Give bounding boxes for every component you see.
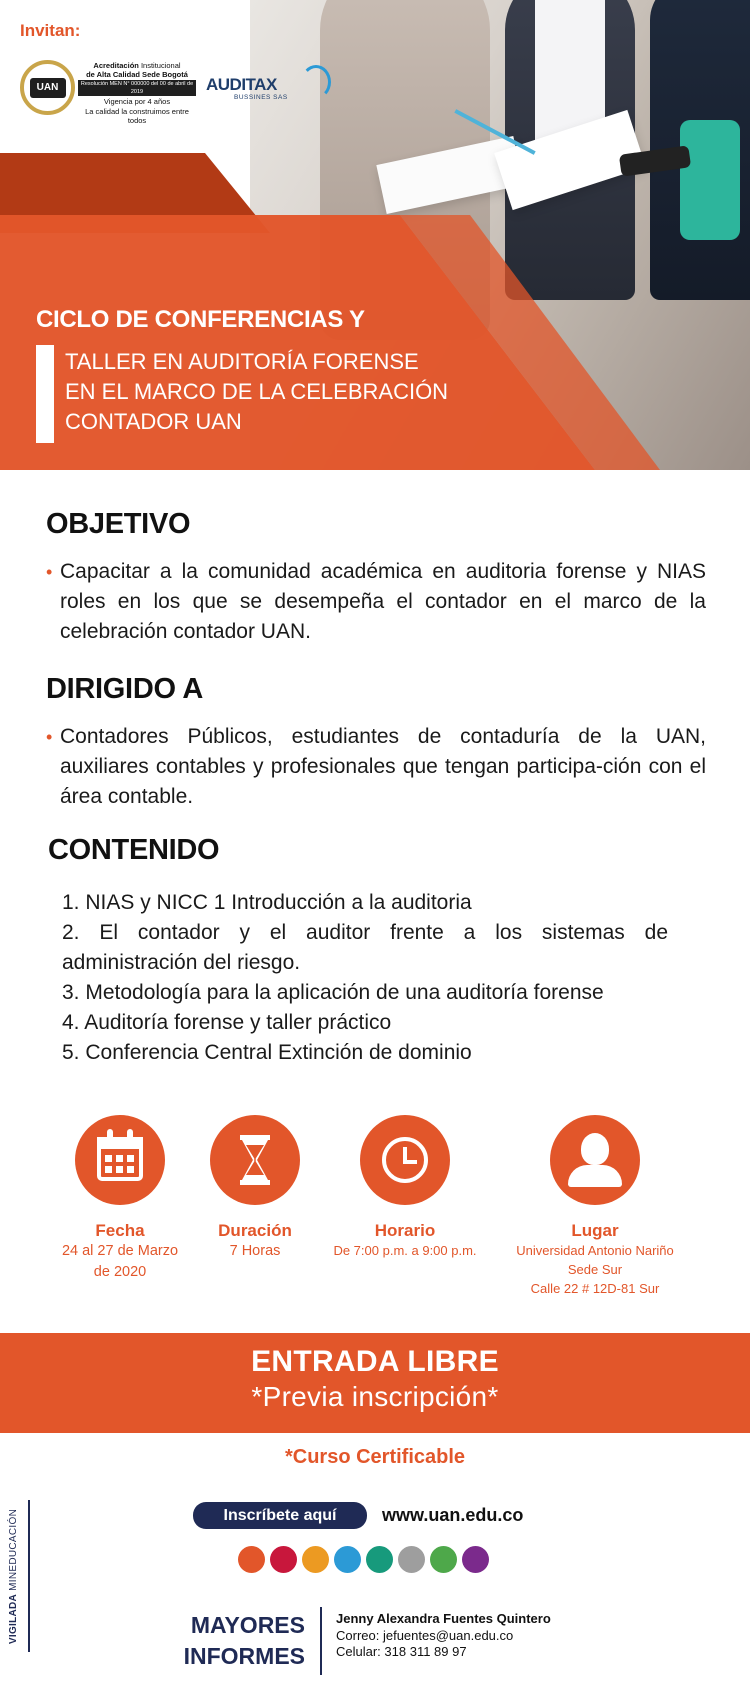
objetivo-text: • Capacitar a la comunidad académica en auditoria forense y NIAS roles en los que se desempeña el contador en el marco de la celebración contador UAN. bbox=[46, 557, 706, 647]
website-link[interactable]: www.uan.edu.co bbox=[382, 1505, 524, 1525]
hero-banner bbox=[0, 0, 750, 470]
invitan-label: Invitan: bbox=[20, 21, 81, 40]
calendar-icon bbox=[75, 1115, 165, 1205]
clock-icon bbox=[360, 1115, 450, 1205]
info-lugar bbox=[495, 1115, 695, 1298]
accreditation-text: Acreditación Institucional de Alta Calidad Sede Bogotá Resolución MEN N° 000000 del 00 de abril de 2019 Vigencia por 4 años La calidad la construimos entre todos bbox=[78, 61, 196, 125]
contact-email[interactable]: Correo: jefuentes@uan.edu.co bbox=[336, 1627, 514, 1643]
horario-value: De 7:00 p.m. a 9:00 p.m. bbox=[333, 1243, 477, 1258]
hero-subtitle: TALLER EN AUDITORÍA FORENSE EN EL MARCO DE LA CELEBRACIÓN CONTADOR UAN bbox=[65, 349, 449, 434]
color-dot bbox=[334, 1546, 361, 1573]
fecha-label: Fecha bbox=[95, 1221, 145, 1240]
curso-certificable: *Curso Certificable bbox=[284, 1446, 466, 1468]
list-item: 5. Conferencia Central Extinción de dominio bbox=[62, 1041, 472, 1064]
info-duracion bbox=[195, 1115, 315, 1262]
lugar-value-line3: Calle 22 # 12D-81 Sur bbox=[530, 1281, 660, 1296]
inscribete-button[interactable]: Inscríbete aquí bbox=[193, 1502, 367, 1529]
objetivo-heading: OBJETIVO bbox=[46, 508, 191, 540]
list-item: 2. El contador y el auditor frente a los sistemas de administración del riesgo. bbox=[62, 921, 668, 974]
color-dot bbox=[462, 1546, 489, 1573]
lugar-label: Lugar bbox=[571, 1221, 619, 1240]
vigilada-divider bbox=[28, 1500, 30, 1652]
uan-logo bbox=[20, 60, 75, 115]
list-item: 3. Metodología para la aplicación de una auditoría forense bbox=[62, 981, 604, 1004]
list-item: 1. NIAS y NICC 1 Introducción a la auditoria bbox=[62, 891, 472, 914]
contenido-list bbox=[62, 888, 668, 1068]
entrada-libre-banner bbox=[0, 1333, 750, 1433]
color-dot bbox=[430, 1546, 457, 1573]
color-dot bbox=[238, 1546, 265, 1573]
color-dot bbox=[366, 1546, 393, 1573]
contact-divider bbox=[320, 1607, 322, 1675]
uan-logo-text: UAN bbox=[30, 78, 66, 98]
info-horario bbox=[320, 1115, 490, 1260]
fecha-value-line1: 24 al 27 de Marzo bbox=[61, 1243, 179, 1259]
lugar-value-line2: Sede Sur bbox=[567, 1262, 623, 1277]
hero-accent-bar bbox=[36, 345, 54, 443]
duracion-value: 7 Horas bbox=[229, 1243, 281, 1259]
info-fecha bbox=[50, 1115, 190, 1283]
user-icon bbox=[550, 1115, 640, 1205]
hourglass-icon bbox=[210, 1115, 300, 1205]
contenido-heading: CONTENIDO bbox=[48, 834, 220, 866]
color-dot bbox=[302, 1546, 329, 1573]
color-dots bbox=[238, 1546, 489, 1573]
entrada-title: ENTRADA LIBRE bbox=[251, 1345, 499, 1378]
color-dot bbox=[270, 1546, 297, 1573]
lugar-value-line1: Universidad Antonio Nariño bbox=[516, 1243, 674, 1258]
mayores-informes-heading: MAYORES INFORMES bbox=[183, 1612, 305, 1669]
vigilada-mineducacion: VIGILADA MINEDUCACIÓN bbox=[8, 1508, 20, 1644]
duracion-label: Duración bbox=[218, 1221, 292, 1240]
fecha-value-line2: de 2020 bbox=[93, 1264, 147, 1280]
hero-title: CICLO DE CONFERENCIAS Y bbox=[36, 306, 365, 333]
contact-name: Jenny Alexandra Fuentes Quintero bbox=[336, 1611, 551, 1626]
dirigido-heading: DIRIGIDO A bbox=[46, 673, 204, 705]
list-item: 4. Auditoría forense y taller práctico bbox=[62, 1011, 392, 1034]
horario-label: Horario bbox=[374, 1221, 436, 1240]
dirigido-text: • Contadores Públicos, estudiantes de contaduría de la UAN, auxiliares contables y profesionales que tengan participa-ción con el área contable. bbox=[46, 722, 706, 812]
contact-phone: Celular: 318 311 89 97 bbox=[336, 1644, 467, 1659]
contact-info bbox=[336, 1611, 551, 1661]
color-dot bbox=[398, 1546, 425, 1573]
auditax-logo: AUDITAX BUSSINES SAS bbox=[206, 65, 326, 110]
entrada-subtitle: *Previa inscripción* bbox=[251, 1381, 499, 1412]
